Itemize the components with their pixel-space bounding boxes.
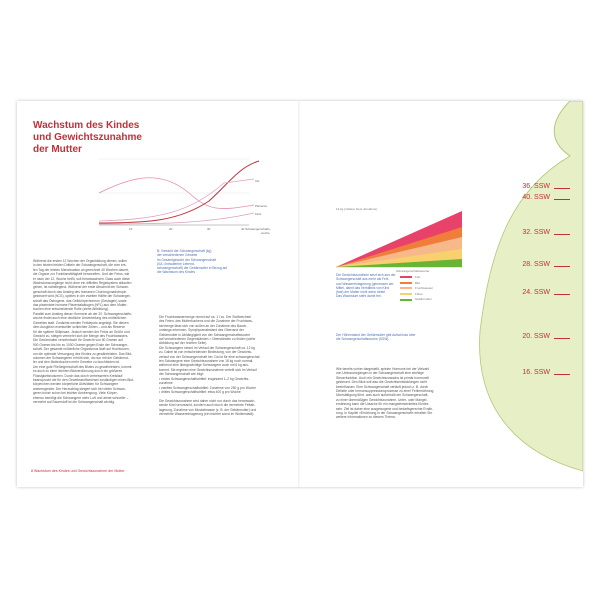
x-tick-20: 20 [169,227,173,231]
text-line: verlauf von der Schwangerschaft her. Da ist für eine schwangerschaf- [159,354,261,359]
text-line: Während die ersten 12 Wochen der Organbildung dienen, sollen [33,259,127,263]
text-line: weitere Informationen zu diesem Thema. [336,415,396,420]
text-line: gesteuert. Den Blick soll also die Gewichtsentwicklungen nicht [336,380,427,385]
text-line: Die Fruchtwassermenge nimmt auf ca. 1 l zu. Der Stoffwechsel [159,315,251,319]
ssw-tick [554,188,570,189]
legend-item [400,297,433,301]
text-line: beeinflussen. Eine Schwangerschaft verläuft jedoch z. B. durch [336,384,429,389]
text-line: Die Gebärmutter verzehnfacht ihr Gewicht von 50 Gramm auf [33,338,123,343]
ssw-label: 32. SSW [522,229,550,236]
caption-line: (IUL=Intrauterine Lebend- [157,261,195,266]
caption-line: und Wassereinlagerung (gemessen am [336,281,394,286]
ssw-tick [554,234,570,235]
x-tick-10: 10 [129,227,133,231]
caption-line: Das Wachstum steht damit frei. [336,294,382,299]
text-line: ten Schwangere eine Gewichtszunahme von 18 kg noch normal, [159,359,254,364]
curve-label-placenta: Plazenta [255,204,267,208]
ssw-label: 24. SSW [522,289,550,296]
caption-line: Der Höhenstand der Gebärmutter gibt Aufschluss über [336,333,416,337]
text-line: Flüssigkeitsvolumen. Durch das durch verbesserten Kreislauf [33,373,123,378]
text-line: schaft. Der gesamte mütterliche Organismus läuft auf Hochtouren, [33,347,130,352]
text-line: ebenso benötigt die Schwangere mehr Luft und atmet schneller – [33,395,129,400]
text-line: zu einer übermäßigen Gewichtszunahme. Unter- oder Mangel- [336,397,428,402]
ssw-label: 36. SSW [522,183,550,190]
legend-item [400,292,433,296]
text-line: des Feten, des Mutterkuchens und die Zunahme der Fruchtwas- [159,319,253,324]
growth-graph [89,153,289,243]
stack-chart-xlabel: Schwangerschaftswoche [396,269,430,273]
text-line: Parallel zum Anstieg dieser Hormone ab der 20. Schwangerschafts- [33,311,132,316]
ssw-label: 20. SSW [522,333,550,340]
caption-line: Mittel, damit das Verhältnis von Kind [336,285,390,290]
text-line: schaft das Östrogene, das Gelbkörperhormon (Gestagen) sowie [33,298,127,303]
caption-line: im Gesamtgewicht der Schwangerschaft [157,257,217,262]
body-column-2 [159,315,287,416]
text-line: sende Kind verursacht, sondern auch durch die vermehrte Fettab- [159,403,256,408]
legend-label: Gebärmutter [415,297,432,302]
text-line: rung. In Kapitel »Ernährung in der Schwangerschaft« erhalten Sie [336,411,433,416]
curve-iul [99,179,254,221]
text-line: das plazentare humane Plazentalaktogen (hPL) aus dem Mutter- [33,303,128,308]
title-line-2: und Gewichtszunahme [33,132,142,143]
page-footer: 8 Wachstum des Kindes und Gewichtszunahme der Mutter [31,469,125,473]
stack-chart [336,211,466,271]
legend-label: Fett [415,275,421,279]
text-line: es auch zu einer leichten Blutverdünnung durch ein größeres [33,369,123,374]
text-line: gerschaft durch das Anstieg des humanen Choriongonadotropin [33,289,127,294]
caption-line: schwangerschaft) der Gebärmutter in Bezug auf [157,266,228,271]
text-line: Gebärmutter in Abhängigkeit von der Schwangerschaftswoche [159,332,251,337]
text-line: Gewicht zu, steigen vermehrt sich die Menge des Fruchtwassers. [33,333,129,338]
ssw-label: 16. SSW [522,369,550,376]
ssw-tick [554,294,570,295]
text-line: gehen, ist naheliegend. Während der erste Abschnitt der Schwan- [33,285,130,290]
caption-line: Schwangerschaft aus mehr als Fett- [336,277,389,282]
text-line: geren hoher schon bei leichter Anstrengung. Viele Körper- [33,391,118,396]
graph-caption [157,249,247,275]
legend-item [400,286,433,290]
caption-line: (fast) der Mutter nicht wenn direkt [336,290,386,295]
text-line: körperchen werden körperliche Aktivitäten für Schwangere [33,382,119,387]
text-line: vermehrte Wassereinlagerung (ein leichter sonst im Wollenstadt). [159,411,255,416]
right-page [300,101,583,487]
caption-line: der verschiedenen Gewebe [157,253,198,258]
legend-item [400,275,433,279]
text-line: zu. Dabei ist von entscheidender Bedeutung, von der Gewichts- [159,350,253,355]
text-line: Um eine gute Fließeigenschaft des Blutes zu gewährleisten, kommt [33,364,132,369]
curve-label-child: Kind [255,212,262,216]
text-line: lagerung, Zunahme von Muskelmasse (z. B. der Gebärmutter) und [159,407,257,412]
text-line: um die optimale Versorgung des Kindes zu gewährleisten. Das Blut- [33,351,133,356]
stack-legend [400,275,433,303]
text-line: Gewebes statt. Zunächst werden Fettdepots angelegt. Sie dienen [33,320,129,325]
text-line: die Organe zur Funktionsfähigkeit heranreifen. Und der Fetus, wie [33,272,130,277]
text-line: in den letzten beiden Dritteln der Schwangerschaft, die vom ers- [33,263,127,268]
text-line: dem Ausgleich eventueller schlechter Zeiten – und als Reserve [33,325,125,330]
caption-line: die Schwangerschaftswoche (SSW). [336,337,390,342]
text-line: Die Gewichtszunahme wird daher nicht nur durch das heranwach- [159,398,256,403]
text-line: vermehrt auf Sauerstoff ist die Schwangerschaft wichtig. [33,400,116,404]
book-spread [17,101,583,487]
text-line: sein. Ziel ist daher eine ausgewogene und bedarfsgerechte Ernäh- [336,406,434,411]
title-line-1: Wachstum des Kindes [33,120,140,131]
text-line: • zweites Schwangerschaftsdrittel: Zunahme von 250 g pro Woche [159,385,256,390]
stack-chart-ylabel: 13 kg (mittlere Gew.-Zunahme) [336,207,378,211]
text-line: • drittes Schwangerschaftsdrittel: etwa 400 g pro Woche [159,389,241,394]
legend-item [400,281,433,285]
right-body-text [336,367,466,420]
caption-line: B: Gewicht der Schwangerschaft (kg) [157,249,212,253]
caption-line: Die Gewichtszunahme setzt sich aus der [336,273,396,277]
text-line: Übersättigung führt, was auch außerhalb der Schwangerschaft, [336,393,429,398]
ssw-label: 28. SSW [522,261,550,268]
text-line: gesteuert wird (hCG), spielen in der zweiten Hälfte der Schwanger- [33,294,131,299]
text-line: ten Tag der letzten Menstruation an gerechnet 40 Wochen dauert, [33,267,129,272]
text-line: beansprucht die für den Gewebsstoffwechsel zuständigen einen Blut- [33,377,135,382]
text-line: ter und den Mutterkuchen mehr Gewebe zu durchbluten ist. [33,360,120,365]
curve-label-iul: IUL [255,179,260,183]
text-line: woche findet auch eine deutliche Umverteilung des mütterlichen [33,316,127,321]
text-line: kuchen eine entscheidende Rolle (siehe Abbildung). [33,307,109,312]
text-line: für die spätere Stillphase. Jedoch werden der Fetus an Größe und [33,329,130,334]
text-line: • erstes Schwangerschaftsdrittel: insgesamt 1–2 kg Gewichts- [159,376,250,381]
text-line: kommt. Sie ergeben eine Gewichtszunahme verteilt sich im Verlauf [159,367,257,372]
x-tick-40: 40 Schwangerschafts- [241,227,271,231]
belly-caption [336,333,456,342]
body-column-1 [33,259,155,404]
text-line: Wachstumsvorgänge nicht ohne ein diffiziles Regelsystem ablaufen [33,281,132,286]
text-line: Die Schwangere nimmt im Verlauf der Schwangerschaft ca. 12 kg [159,345,255,350]
ssw-tick [554,266,570,267]
x-tick-30: 30 [207,227,211,231]
stack-caption [336,273,402,299]
text-line: von Umbauvorgängen in der Schwangerschaft eine wichtige [336,371,424,376]
text-line: umfangs erkennen. Symphysenabstand des Oberrand der [159,328,244,333]
text-line: Steuerfunktion. Auch ein Gewichtszuwachs ist primär hormonell [336,375,429,380]
ssw-tick [554,199,570,200]
text-line: sermenge lässt sich von außen an der Zunahme des Bauch- [159,323,248,328]
legend-label: Fruchtwasser [415,286,434,291]
legend-label: Blut [415,280,421,285]
text-line: Abbildung auf der rechten Seite). [159,341,208,346]
legend-swatch [400,299,412,301]
ssw-label: 40. SSW [522,194,550,201]
text-line: während eine übergewichtige Schwangere auch mit 6 kg aus- [159,363,249,368]
text-line: Defizite oder Immunsuppressionsprozesse zu einer Fehlernährung, [336,389,435,394]
text-line: er nach der 12. Woche heißt, soll heranwachsen. Dass auch diese [33,276,130,281]
page-title [33,120,193,156]
text-line: ernährung kann die Ursache für ein mangelentwickeltes Kindes [336,402,429,407]
x-axis-label-cont: woche [261,231,270,235]
text-line: 900 Gramm bis hin zu 1000 Gramm gegen Ende der Schwanger- [33,342,129,347]
text-line: volumen der Schwangeren erhöht sich, da nun mit der Gebärmut- [33,355,129,360]
text-line: anstrengender. Der Herzschlag steigert sich bei vielen Schwan- [33,386,126,391]
text-line: auf verschiedenen Gegenständen = Überständen zu finden (siehe [159,337,256,342]
text-line: der Schwangerschaft wie folgt: [159,372,204,377]
legend-label: Fötus [415,291,423,296]
left-page [17,101,300,487]
text-line: zunahme [159,381,173,386]
ssw-tick [554,374,570,375]
ssw-tick [554,338,570,339]
text-line: Wie bereits vorher dargestellt, spielen Hormone bei der Vielzahl [336,367,430,371]
caption-line: die Wachstum des Kindes [157,270,195,275]
title-line-3: der Mutter [33,144,82,155]
